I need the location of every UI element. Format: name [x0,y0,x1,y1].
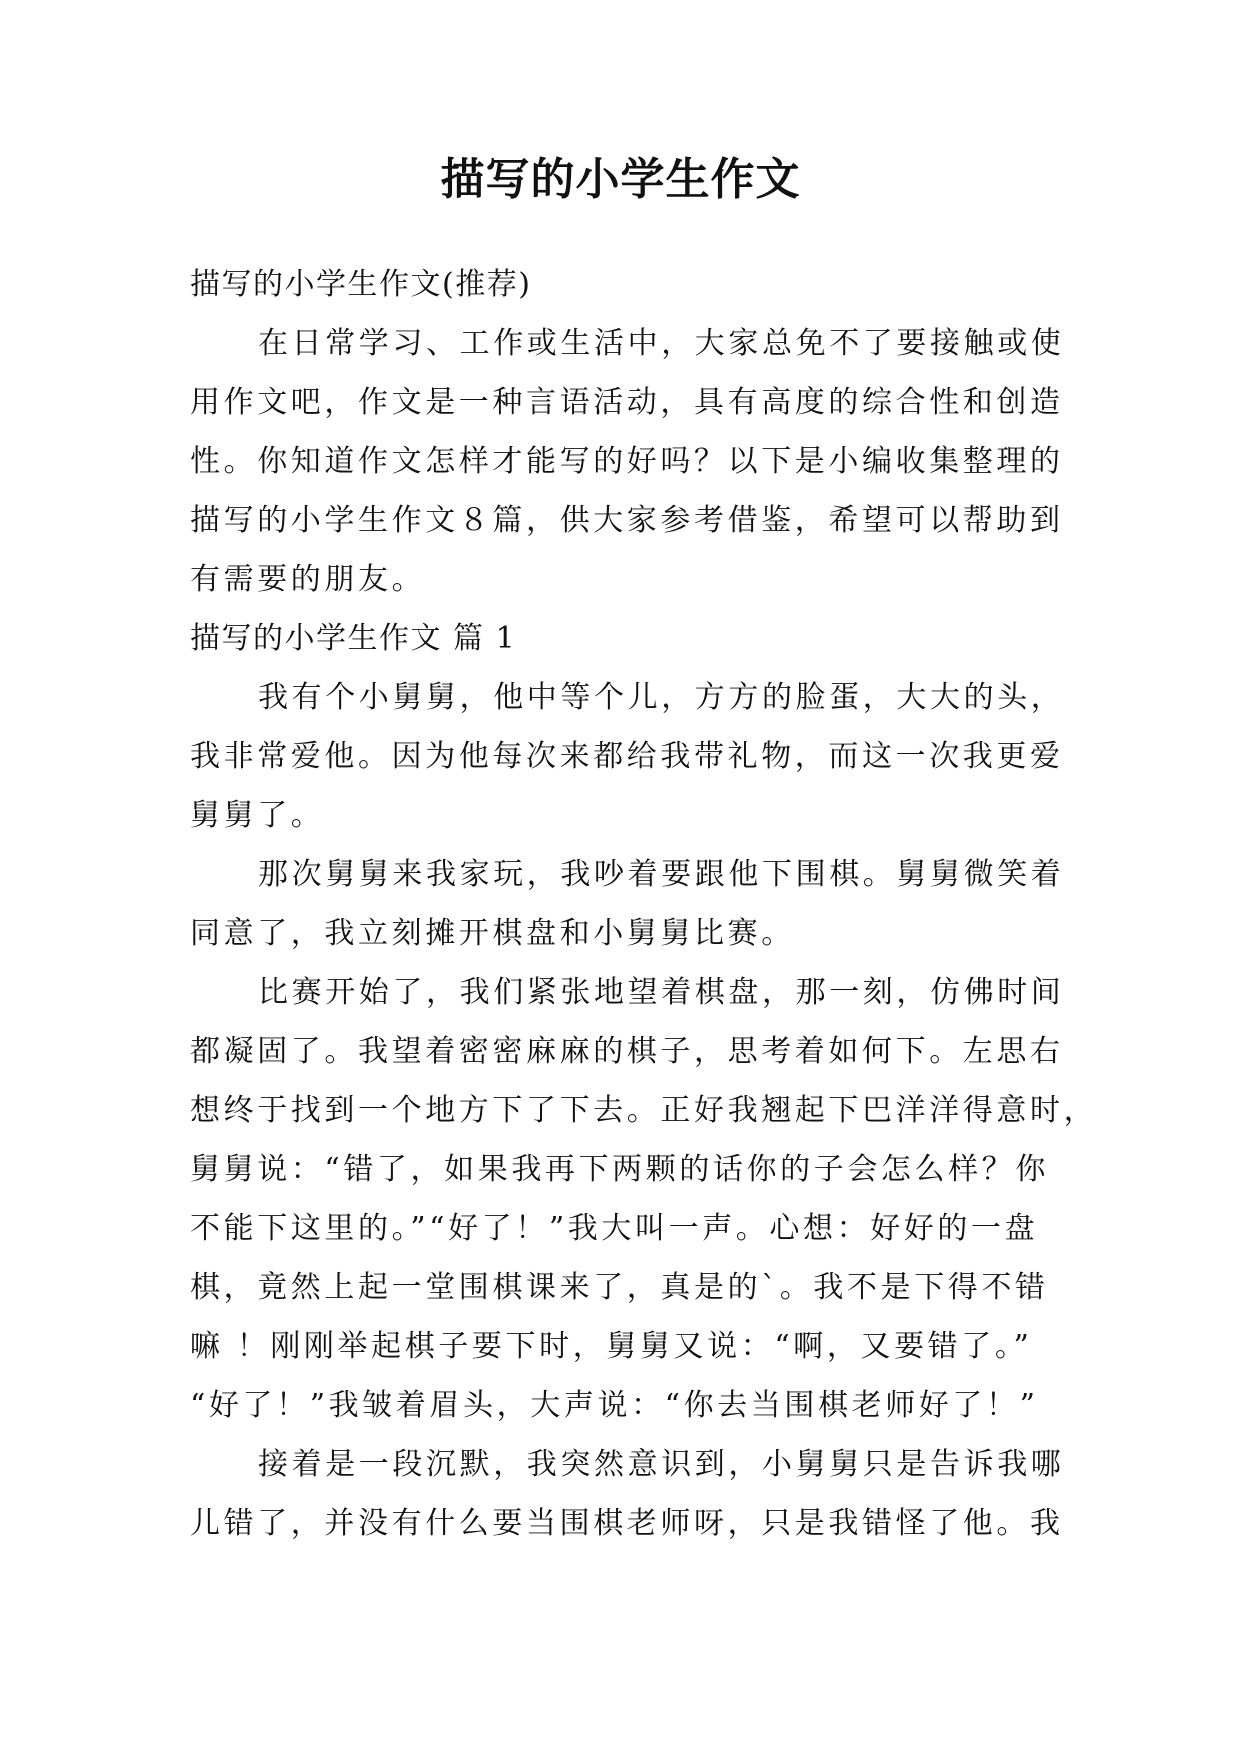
paragraph-line: 在日常学习、工作或生活中，大家总免不了要接触或使 [258,326,1065,361]
document-body [190,255,1098,1553]
paragraph-line: 棋，竟然上起一堂围棋课来了，真是的`。我不是下得不错 [190,1270,1049,1305]
paragraph-line: 同意了，我立刻摊开棋盘和小舅舅比赛。 [190,916,795,951]
paragraph-line: 嘛 ！刚刚举起棋子要下时，舅舅又说：“啊，又要错了。” [190,1329,1033,1364]
paragraph-line: 我非常爱他。因为他每次来都给我带礼物，而这一次我更爱 [190,739,1064,774]
paragraph-line: 舅舅说：“错了，如果我再下两颗的话你的子会怎么样？你 [190,1152,1049,1187]
document-title: 描写的小学生作文 [440,154,801,205]
paragraph-line: 儿错了，并没有什么要当围棋老师呀，只是我错怪了他。我 [190,1506,1064,1541]
paragraph-line: 比赛开始了，我们紧张地望着棋盘，那一刻，仿佛时间 [258,975,1065,1010]
section-heading: 描写的小学生作文 篇 1 [190,621,517,656]
subtitle-line: 描写的小学生作文(推荐) [190,267,532,302]
paragraph-line: 用作文吧，作文是一种言语活动，具有高度的综合性和创造 [190,385,1064,420]
paragraph-line: 性。你知道作文怎样才能写的好吗？以下是小编收集整理的 [190,444,1064,479]
paragraph-line: 有需要的朋友。 [190,562,426,597]
paragraph-line: 都凝固了。我望着密密麻麻的棋子，思考着如何下。左思右 [190,1034,1064,1069]
paragraph-line: 舅舅了。 [190,798,325,833]
paragraph-line: “好了！”我皱着眉头，大声说：“你去当围棋老师好了！” [190,1388,1039,1423]
paragraph-line: 接着是一段沉默，我突然意识到，小舅舅只是告诉我哪 [258,1447,1065,1482]
paragraph-line: 我有个小舅舅，他中等个儿，方方的脸蛋，大大的头， [258,680,1065,715]
paragraph-line: 描写的小学生作文８篇，供大家参考借鉴，希望可以帮助到 [190,503,1064,538]
paragraph-line: 那次舅舅来我家玩，我吵着要跟他下围棋。舅舅微笑着 [258,857,1065,892]
paragraph-line: 不能下这里的。”“好了！”我大叫一声。心想：好好的一盘 [190,1211,1039,1246]
paragraph-line: 想终于找到一个地方下了下去。正好我翘起下巴洋洋得意时， [190,1093,1098,1128]
